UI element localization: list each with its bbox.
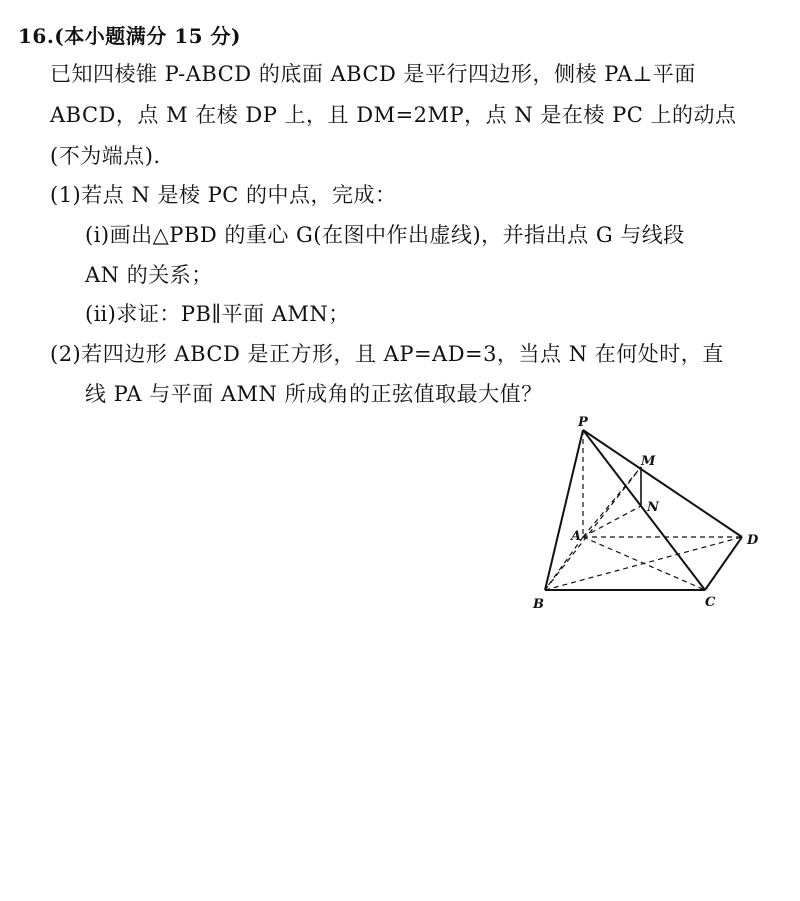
part-2-text-cont: 线 PA 与平面 AMN 所成角的正弦值取最大值？ <box>85 382 543 406</box>
part-2-text: (2)若四边形 ABCD 是正方形，且 AP=AD=3，当点 N 在何处时，直 <box>50 342 724 366</box>
edge-PD <box>583 430 742 537</box>
vertex-label-B: B <box>533 597 544 612</box>
part-1-ii-text: (ⅱ)求证：PB∥平面 AMN； <box>85 302 350 326</box>
hidden-line-BD <box>545 537 742 590</box>
part-1-heading: (1)若点 N 是棱 PC 的中点，完成： <box>50 183 397 207</box>
part-1-i-text-cont: AN 的关系； <box>85 263 213 287</box>
vertex-label-M: M <box>641 454 656 469</box>
vertex-label-N: N <box>647 500 659 515</box>
problem-text-line: ABCD，点 M 在棱 DP 上，且 DM=2MP，点 N 是在棱 PC 上的动点 <box>50 103 737 127</box>
vertex-label-P: P <box>578 415 588 430</box>
problem-text-line: (不为端点). <box>50 144 161 168</box>
vertex-label-D: D <box>747 533 759 548</box>
vertex-label-C: C <box>705 595 716 610</box>
part-1-i-text: (ⅰ)画出△PBD 的重心 G(在图中作出虚线)，并指出点 G 与线段 <box>85 223 685 247</box>
problem-header: 16.(本小题满分 15 分) <box>18 24 241 48</box>
pyramid-figure <box>520 405 780 620</box>
problem-text-line: 已知四棱锥 P-ABCD 的底面 ABCD 是平行四边形，侧棱 PA⊥平面 <box>50 62 696 86</box>
hidden-line-AM <box>583 467 641 537</box>
hidden-line-AN <box>583 506 641 537</box>
vertex-label-A: A <box>571 529 582 544</box>
